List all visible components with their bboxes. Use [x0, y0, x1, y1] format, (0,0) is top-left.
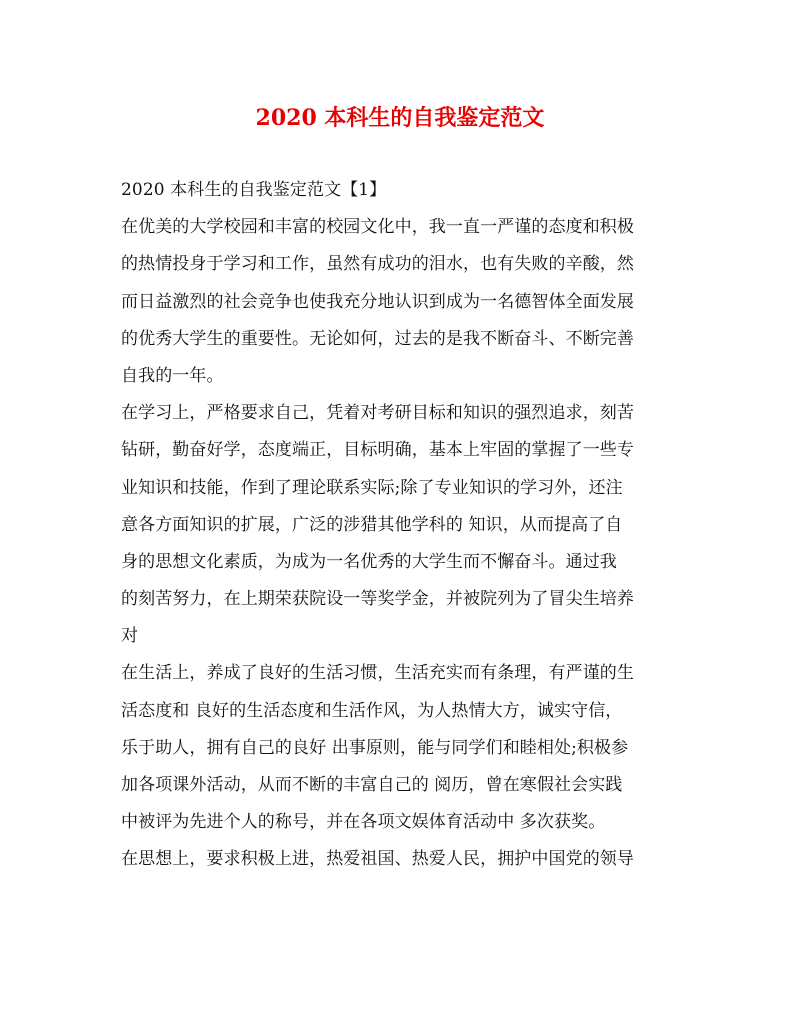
paragraph-thought	[121, 841, 677, 878]
paragraph-study	[121, 395, 677, 655]
paragraph-line: 在生活上，养成了良好的生活习惯，生活充实而有条理，有严谨的生	[121, 663, 634, 684]
paragraph-line: 意各方面知识的扩展，广泛的涉猎其他学科的 知识，从而提高了自	[121, 514, 623, 535]
paragraph-line: 在学习上，严格要求自己，凭着对考研目标和知识的强烈追求，刻苦	[121, 403, 634, 424]
paragraph-line: 加各项课外活动，从而不断的丰富自己的 阅历，曾在寒假社会实践	[121, 775, 623, 795]
paragraph-line: 身的思想文化素质，为成为一名优秀的大学生而不懈奋斗。通过我	[121, 551, 617, 572]
document-body	[121, 172, 677, 879]
paragraph-line: 在优美的大学校园和丰富的校园文化中，我一直一严谨的态度和积极	[121, 217, 634, 238]
paragraph-line: 对	[121, 626, 139, 647]
paragraph-line: 在思想上，要求积极上进，热爱祖国、热爱人民，拥护中国党的领导	[121, 849, 634, 870]
paragraph-line: 而日益激烈的社会竞争也使我充分地认识到成为一名德智体全面发展	[121, 291, 634, 312]
document-title: 2020 本科生的自我鉴定范文	[255, 105, 545, 131]
paragraph-line: 的优秀大学生的重要性。无论如何，过去的是我不断奋斗、不断完善	[121, 328, 634, 349]
paragraph-line: 中被评为先进个人的称号，并在各项文娱体育活动中 多次获奖。	[121, 812, 606, 833]
paragraph-line: 业知识和技能，作到了理论联系实际;除了专业知识的学习外，还注	[121, 477, 623, 498]
paragraph-line: 的热情投身于学习和工作，虽然有成功的泪水，也有失败的辛酸，然	[121, 254, 634, 275]
paragraph-line: 的刻苦努力，在上期荣获院设一等奖学金，并被院列为了冒尖生培养	[121, 589, 634, 610]
paragraph-intro	[121, 209, 677, 395]
paragraph-line: 自我的一年。	[121, 365, 224, 386]
paragraph-line: 钻研，勤奋好学，态度端正，目标明确，基本上牢固的掌握了一些专	[121, 440, 634, 461]
paragraph-line: 活态度和 良好的生活态度和生活作风，为人热情大方，诚实守信，	[121, 700, 623, 721]
section-heading: 2020 本科生的自我鉴定范文【1】	[121, 180, 387, 200]
paragraph-line: 乐于助人，拥有自己的良好 出事原则，能与同学们和睦相处;积极参	[121, 737, 629, 758]
paragraph-life	[121, 655, 677, 841]
